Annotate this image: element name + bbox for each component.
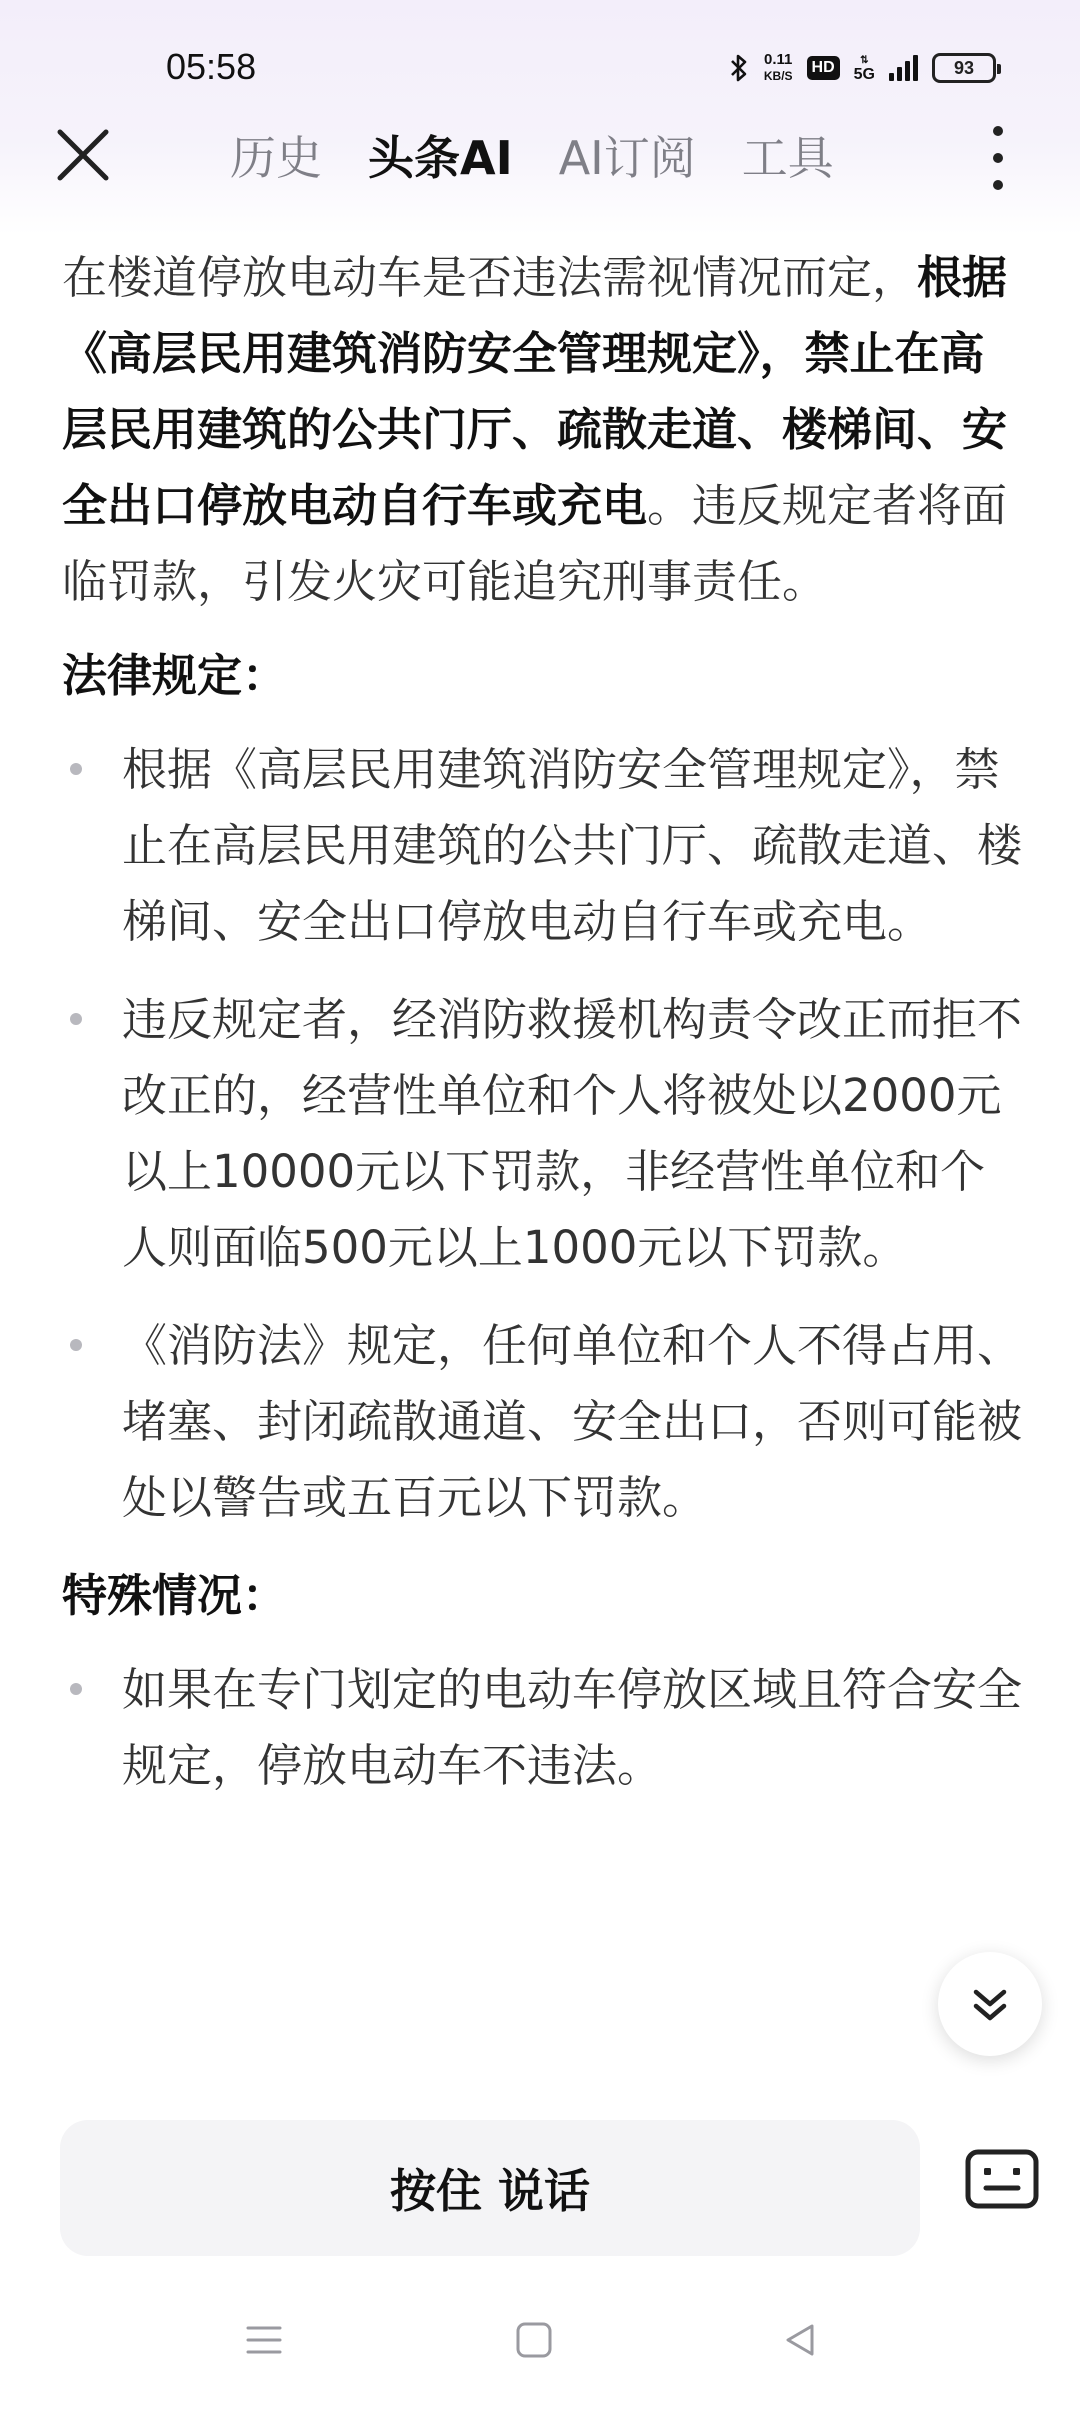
tab-ai-subscription[interactable]: AI订阅 — [558, 131, 696, 185]
content-fade — [0, 2040, 1080, 2120]
more-dot-icon — [993, 126, 1003, 136]
network-type: 5G — [853, 66, 875, 83]
top-nav — [0, 110, 1080, 200]
list-item-text: 《消防法》规定，任何单位和个人不得占用、堵塞、封闭疏散通道、安全出口，否则可能被处以警告或五百元以下罚款。 — [122, 1319, 1022, 1524]
more-options-button[interactable] — [974, 120, 1022, 196]
intro-bold-text: 根据《高层民用建筑消防安全管理规定》，禁止在高层民用建筑的公共门厅、疏散走道、楼梯间、安全出口停放电动自行车或充电 — [62, 251, 1008, 532]
back-triangle-icon — [780, 2320, 820, 2360]
network-speed-unit: KB/S — [763, 69, 793, 83]
section-legal-title: 法律规定： — [62, 649, 288, 702]
hold-to-talk-button[interactable]: 按住 说话 — [60, 2120, 920, 2256]
keyboard-icon — [964, 2148, 1040, 2210]
back-button[interactable] — [780, 2320, 820, 2364]
tab-toutiao-ai[interactable]: 头条AI — [368, 131, 513, 185]
recent-apps-button[interactable] — [244, 2320, 284, 2364]
list-item — [62, 982, 1022, 1286]
menu-icon — [244, 2320, 284, 2360]
keyboard-toggle-button[interactable] — [964, 2148, 1040, 2210]
bullet-icon — [70, 1683, 82, 1695]
network-speed — [764, 52, 793, 84]
section-special-title: 特殊情况： — [62, 1569, 288, 1622]
list-item — [62, 732, 1022, 960]
answer-content — [62, 240, 1022, 2080]
bullet-icon — [70, 1339, 82, 1351]
status-icons — [728, 46, 996, 90]
status-bar — [0, 40, 1080, 100]
tab-tools[interactable]: 工具 — [741, 131, 834, 185]
hd-icon: HD — [807, 56, 840, 80]
system-nav-bar — [0, 2300, 1080, 2400]
list-item-text: 根据《高层民用建筑消防安全管理规定》，禁止在高层民用建筑的公共门厅、疏散走道、楼梯间、安全出口停放电动自行车或充电。 — [122, 743, 1022, 948]
intro-tail-text: 。违反规定者将面临罚款，引发火灾可能追究刑事责任。 — [62, 479, 1008, 608]
close-icon — [50, 122, 116, 188]
bullet-icon — [70, 763, 82, 775]
list-item-text: 违反规定者，经消防救援机构责令改正而拒不改正的，经营性单位和个人将被处以2000元以上10000元以下罚款，非经营性单位和个人则面临500元以上1000元以下罚款。 — [122, 993, 1022, 1274]
answer-intro — [62, 240, 1022, 620]
more-dot-icon — [993, 180, 1003, 190]
home-button[interactable] — [514, 2320, 554, 2364]
close-button[interactable] — [50, 122, 116, 188]
list-item-text: 如果在专门划定的电动车停放区域且符合安全规定，停放电动车不违法。 — [122, 1663, 1022, 1792]
input-bar — [0, 2110, 1080, 2270]
more-dot-icon — [993, 153, 1003, 163]
tab-history[interactable]: 历史 — [230, 131, 322, 185]
nav-tabs — [230, 122, 880, 188]
home-square-icon — [514, 2320, 554, 2360]
status-time: 05:58 — [166, 46, 257, 87]
legal-list — [62, 732, 1022, 1536]
list-item — [62, 1308, 1022, 1536]
network-speed-value: 0.11 — [764, 51, 793, 68]
signal-bars-icon — [889, 55, 918, 81]
double-chevron-down-icon — [966, 1980, 1014, 2028]
battery-icon — [932, 53, 996, 83]
battery-level: 93 — [953, 57, 975, 78]
data-arrows-icon: ⇅ — [860, 55, 869, 66]
bullet-icon — [70, 1013, 82, 1025]
signal-5g-icon — [854, 54, 875, 82]
list-item — [62, 1652, 1022, 1804]
scroll-to-bottom-button[interactable] — [938, 1952, 1042, 2056]
bluetooth-icon — [728, 52, 750, 84]
special-list — [62, 1652, 1022, 1804]
intro-text: 在楼道停放电动车是否违法需视情况而定， — [62, 251, 918, 304]
